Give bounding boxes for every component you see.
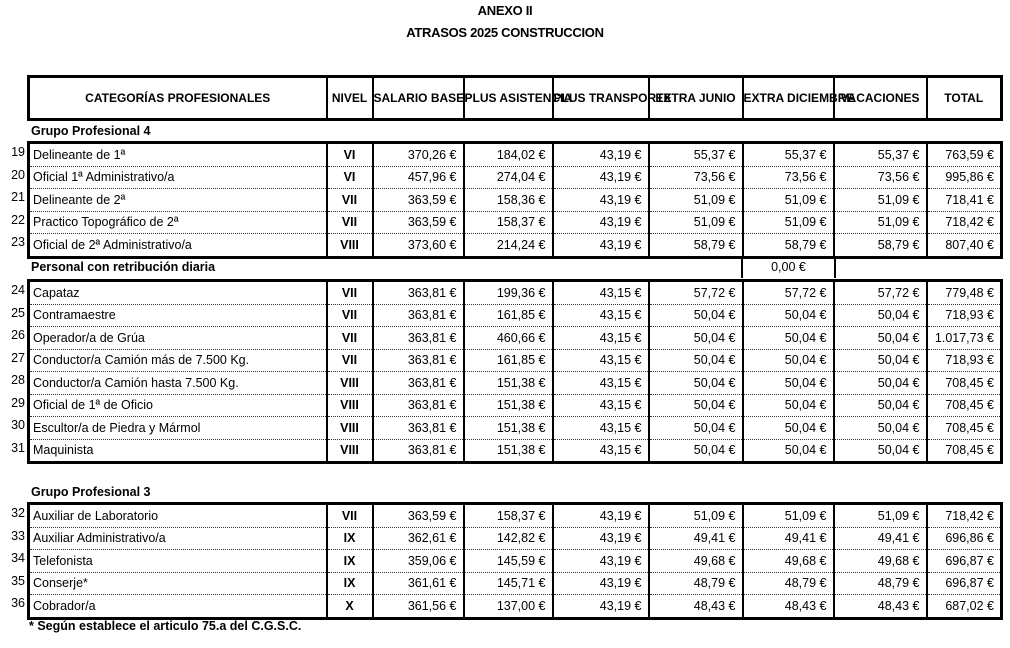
plus-transporte-cell: 43,15 € [553,281,649,305]
table-row [29,572,1002,595]
salario-base-cell: 363,59 € [373,189,464,212]
extra-junio-cell: 50,04 € [649,417,743,440]
total-cell: 807,40 € [927,234,1002,258]
vacaciones-cell: 51,09 € [834,189,927,212]
salario-base-cell: 363,81 € [373,394,464,417]
level-cell: VII [327,304,373,327]
extra-diciembre-cell: 73,56 € [743,166,834,189]
level-cell: VI [327,143,373,167]
extra-junio-cell: 57,72 € [649,281,743,305]
column-header: EXTRA DICIEMBRE [743,77,834,120]
table-row [29,327,1002,350]
category-cell: Delineante de 2ª [29,189,327,212]
vacaciones-cell: 55,37 € [834,143,927,167]
level-cell: VIII [327,417,373,440]
plus-transporte-cell: 43,19 € [553,166,649,189]
total-cell: 1.017,73 € [927,327,1002,350]
row-number: 20 [11,167,25,182]
vacaciones-cell: 73,56 € [834,166,927,189]
table-row [29,439,1002,463]
extra-diciembre-cell: 50,04 € [743,327,834,350]
extra-diciembre-cell: 48,43 € [743,595,834,619]
column-header: SALARIO BASE [373,77,464,120]
column-header: CATEGORÍAS PROFESIONALES [85,90,271,105]
level-cell: VI [327,166,373,189]
salary-table [27,279,1003,464]
total-cell: 708,45 € [927,394,1002,417]
table-row [29,143,1002,167]
salario-base-cell: 363,81 € [373,439,464,463]
row-number: 35 [11,573,25,588]
table-row [29,349,1002,372]
column-header: EXTRA JUNIO [649,77,743,120]
level-cell: VIII [327,394,373,417]
vacaciones-cell: 50,04 € [834,372,927,395]
extra-junio-cell: 50,04 € [649,372,743,395]
table-row [29,550,1002,573]
table-row [29,166,1002,189]
extra-junio-cell: 50,04 € [649,394,743,417]
total-cell: 718,42 € [927,504,1002,528]
level-cell: IX [327,572,373,595]
salario-base-cell: 363,81 € [373,372,464,395]
level-cell: IX [327,550,373,573]
salario-base-cell: 359,06 € [373,550,464,573]
extra-junio-cell: 50,04 € [649,439,743,463]
table-row [29,372,1002,395]
vacaciones-cell: 49,41 € [834,527,927,550]
plus-asistencia-cell: 142,82 € [464,527,553,550]
column-header: TOTAL [927,77,1002,120]
salario-base-cell: 370,26 € [373,143,464,167]
category-cell: Oficial de 1ª de Oficio [29,394,327,417]
row-number: 32 [11,506,25,520]
level-cell: VII [327,189,373,212]
row-number: 25 [11,305,25,320]
plus-asistencia-cell: 214,24 € [464,234,553,258]
vacaciones-cell: 48,43 € [834,595,927,619]
salario-base-cell: 363,59 € [373,211,464,234]
vacaciones-cell: 50,04 € [834,304,927,327]
row-number: 36 [11,596,25,610]
total-cell: 708,45 € [927,439,1002,463]
extra-junio-cell: 51,09 € [649,211,743,234]
row-number: 29 [11,395,25,410]
level-cell: VII [327,211,373,234]
extra-junio-cell: 50,04 € [649,304,743,327]
extra-junio-cell: 73,56 € [649,166,743,189]
extra-junio-cell: 50,04 € [649,327,743,350]
plus-transporte-cell: 43,15 € [553,304,649,327]
total-cell: 708,45 € [927,372,1002,395]
plus-asistencia-cell: 161,85 € [464,304,553,327]
extra-junio-cell: 49,68 € [649,550,743,573]
total-cell: 995,86 € [927,166,1002,189]
row-number: 27 [11,350,25,365]
plus-asistencia-cell: 158,37 € [464,504,553,528]
salary-table [27,141,1003,259]
level-cell: X [327,595,373,619]
row-number: 24 [11,283,25,297]
plus-transporte-cell: 43,19 € [553,504,649,528]
group-label: Grupo Profesional 3 [31,485,151,499]
extra-junio-cell: 51,09 € [649,189,743,212]
category-cell: Operador/a de Grúa [29,327,327,350]
plus-asistencia-cell: 151,38 € [464,439,553,463]
plus-transporte-cell: 43,15 € [553,349,649,372]
table-row [29,234,1002,258]
total-cell: 696,87 € [927,550,1002,573]
total-cell: 763,59 € [927,143,1002,167]
plus-asistencia-cell: 151,38 € [464,417,553,440]
plus-asistencia-cell: 137,00 € [464,595,553,619]
plus-asistencia-cell: 158,37 € [464,211,553,234]
vacaciones-cell: 58,79 € [834,234,927,258]
table-row [29,211,1002,234]
vacaciones-cell: 57,72 € [834,281,927,305]
group-label: Grupo Profesional 4 [31,124,151,138]
salario-base-cell: 361,61 € [373,572,464,595]
column-header: VACACIONES [834,77,927,120]
extra-diciembre-cell: 50,04 € [743,304,834,327]
row-number: 19 [11,145,25,159]
category-cell: Conserje* [29,572,327,595]
plus-asistencia-cell: 184,02 € [464,143,553,167]
plus-transporte-cell: 43,15 € [553,439,649,463]
plus-asistencia-cell: 151,38 € [464,394,553,417]
group-label: Personal con retribución diaria [31,260,216,274]
plus-asistencia-cell: 274,04 € [464,166,553,189]
category-cell: Oficial 1ª Administrativo/a [29,166,327,189]
category-cell: Practico Topográfico de 2ª [29,211,327,234]
plus-asistencia-cell: 145,71 € [464,572,553,595]
salario-base-cell: 457,96 € [373,166,464,189]
vacaciones-cell: 50,04 € [834,439,927,463]
extra-junio-cell: 58,79 € [649,234,743,258]
plus-transporte-cell: 43,15 € [553,394,649,417]
table-row [29,189,1002,212]
document-title: ANEXO II [477,3,533,18]
level-cell: VII [327,504,373,528]
category-cell: Oficial de 2ª Administrativo/a [29,234,327,258]
plus-transporte-cell: 43,19 € [553,189,649,212]
category-cell: Contramaestre [29,304,327,327]
vacaciones-cell: 51,09 € [834,504,927,528]
extra-junio-cell: 48,79 € [649,572,743,595]
extra-junio-cell: 49,41 € [649,527,743,550]
row-number: 26 [11,328,25,342]
salary-table [27,502,1003,620]
extra-diciembre-cell: 50,04 € [743,372,834,395]
total-cell: 718,41 € [927,189,1002,212]
vacaciones-cell: 50,04 € [834,394,927,417]
vacaciones-cell: 49,68 € [834,550,927,573]
column-header: PLUS TRANSPORTE [553,77,649,120]
salario-base-cell: 363,81 € [373,349,464,372]
row-number: 34 [11,551,25,565]
document-subtitle: ATRASOS 2025 CONSTRUCCION [406,25,604,40]
extra-diciembre-cell: 57,72 € [743,281,834,305]
plus-transporte-cell: 43,19 € [553,211,649,234]
table-row [29,281,1002,305]
category-cell: Maquinista [29,439,327,463]
plus-asistencia-cell: 158,36 € [464,189,553,212]
level-cell: VII [327,349,373,372]
extra-diciembre-cell: 50,04 € [743,394,834,417]
plus-asistencia-cell: 145,59 € [464,550,553,573]
vacaciones-cell: 50,04 € [834,327,927,350]
plus-transporte-cell: 43,19 € [553,572,649,595]
plus-transporte-cell: 43,19 € [553,143,649,167]
category-cell: Conductor/a Camión hasta 7.500 Kg. [29,372,327,395]
total-cell: 696,86 € [927,527,1002,550]
row-number: 30 [11,418,25,432]
plus-transporte-cell: 43,15 € [553,372,649,395]
total-cell: 718,93 € [927,349,1002,372]
personal-diaria-extra-value: 0,00 € [741,256,836,278]
category-cell: Delineante de 1ª [29,143,327,167]
extra-diciembre-cell: 50,04 € [743,349,834,372]
level-cell: IX [327,527,373,550]
extra-diciembre-cell: 49,68 € [743,550,834,573]
table-row [29,304,1002,327]
extra-junio-cell: 51,09 € [649,504,743,528]
plus-asistencia-cell: 161,85 € [464,349,553,372]
total-cell: 696,87 € [927,572,1002,595]
category-cell: Escultor/a de Piedra y Mármol [29,417,327,440]
level-cell: VIII [327,439,373,463]
footnote: * Según establece el articulo 75.a del C.G.S.C. [29,619,302,633]
total-cell: 708,45 € [927,417,1002,440]
level-cell: VIII [327,234,373,258]
plus-transporte-cell: 43,19 € [553,234,649,258]
plus-transporte-cell: 43,15 € [553,327,649,350]
row-number: 31 [11,440,25,455]
extra-diciembre-cell: 48,79 € [743,572,834,595]
table-row [29,394,1002,417]
vacaciones-cell: 50,04 € [834,417,927,440]
row-number: 22 [11,212,25,227]
row-number: 21 [11,190,25,204]
level-cell: VII [327,281,373,305]
plus-asistencia-cell: 151,38 € [464,372,553,395]
category-cell: Conductor/a Camión más de 7.500 Kg. [29,349,327,372]
salario-base-cell: 363,59 € [373,504,464,528]
column-header: PLUS ASISTENCIA [464,77,553,120]
level-cell: VIII [327,372,373,395]
plus-asistencia-cell: 199,36 € [464,281,553,305]
category-cell: Telefonista [29,550,327,573]
extra-junio-cell: 55,37 € [649,143,743,167]
salario-base-cell: 361,56 € [373,595,464,619]
extra-diciembre-cell: 58,79 € [743,234,834,258]
extra-junio-cell: 48,43 € [649,595,743,619]
plus-transporte-cell: 43,19 € [553,550,649,573]
salario-base-cell: 363,81 € [373,327,464,350]
column-header: NIVEL [327,77,373,120]
level-cell: VII [327,327,373,350]
plus-asistencia-cell: 460,66 € [464,327,553,350]
total-cell: 718,42 € [927,211,1002,234]
extra-diciembre-cell: 50,04 € [743,417,834,440]
category-cell: Auxiliar de Laboratorio [29,504,327,528]
row-number: 28 [11,373,25,387]
vacaciones-cell: 50,04 € [834,349,927,372]
extra-diciembre-cell: 51,09 € [743,211,834,234]
plus-transporte-cell: 43,19 € [553,595,649,619]
salario-base-cell: 363,81 € [373,304,464,327]
table-row [29,527,1002,550]
vacaciones-cell: 51,09 € [834,211,927,234]
category-cell: Capataz [29,281,327,305]
row-number: 33 [11,528,25,543]
vacaciones-cell: 48,79 € [834,572,927,595]
salario-base-cell: 363,81 € [373,417,464,440]
plus-transporte-cell: 43,19 € [553,527,649,550]
salario-base-cell: 362,61 € [373,527,464,550]
extra-diciembre-cell: 51,09 € [743,189,834,212]
column-header-table [27,75,1003,121]
extra-diciembre-cell: 51,09 € [743,504,834,528]
extra-junio-cell: 50,04 € [649,349,743,372]
extra-diciembre-cell: 50,04 € [743,439,834,463]
category-cell: Auxiliar Administrativo/a [29,527,327,550]
salario-base-cell: 363,81 € [373,281,464,305]
extra-diciembre-cell: 55,37 € [743,143,834,167]
table-row [29,504,1002,528]
table-row [29,595,1002,619]
salario-base-cell: 373,60 € [373,234,464,258]
row-number: 23 [11,235,25,249]
extra-diciembre-cell: 49,41 € [743,527,834,550]
table-row [29,417,1002,440]
total-cell: 779,48 € [927,281,1002,305]
total-cell: 687,02 € [927,595,1002,619]
total-cell: 718,93 € [927,304,1002,327]
plus-transporte-cell: 43,15 € [553,417,649,440]
category-cell: Cobrador/a [29,595,327,619]
